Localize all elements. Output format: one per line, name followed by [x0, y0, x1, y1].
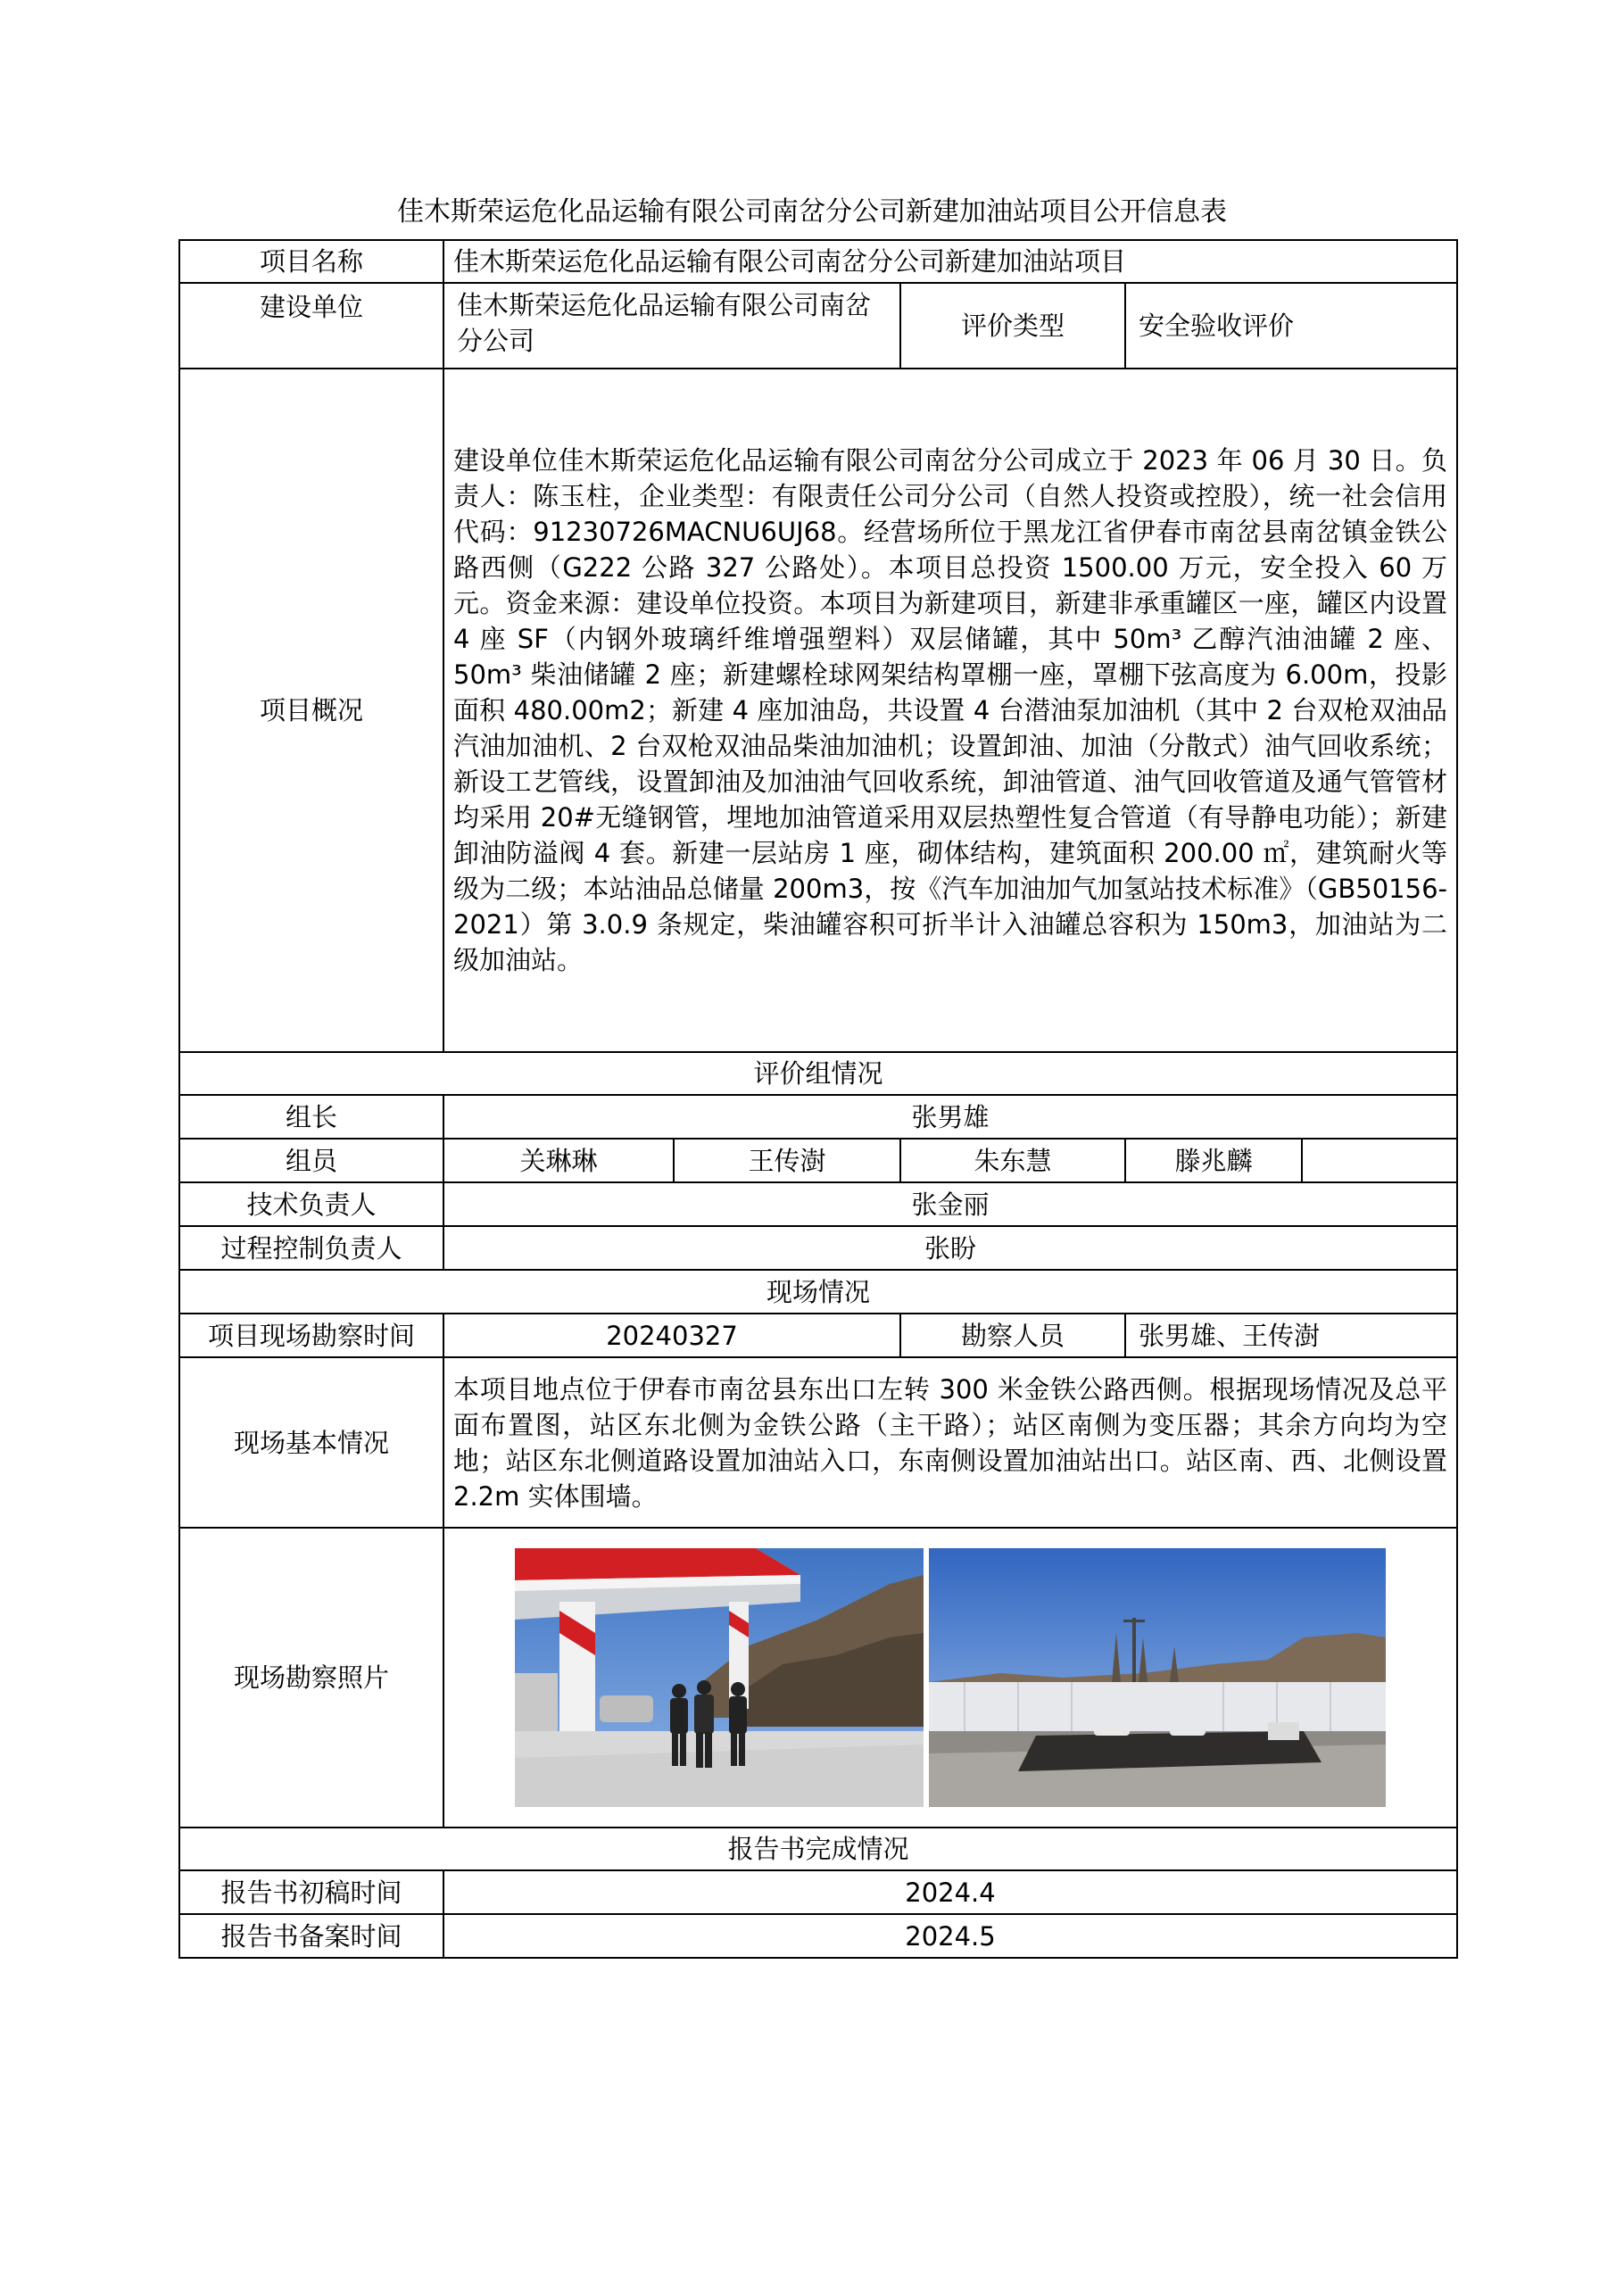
row-report-draft — [179, 1870, 1457, 1914]
row-report-section — [179, 1828, 1457, 1870]
team-member-4: 滕兆麟 — [1125, 1139, 1302, 1182]
site-section-title: 现场情况 — [179, 1270, 1457, 1314]
row-team-leader — [179, 1095, 1457, 1139]
report-draft-value: 2024.4 — [443, 1870, 1457, 1914]
project-overview-text: 建设单位佳木斯荣运危化品运输有限公司南岔分公司成立于 2023 年 06 月 30 日。负责人：陈玉柱，企业类型：有限责任公司分公司（自然人投资或控股），统一社会信用代码：91230726MACNU6UJ68。经营场所位于黑龙江省伊春市南岔县南岔镇金铁公路西侧（G222 公路 327 公路处）。本项目总投资 1500.00 万元，安全投入 60 万元。资金来源：建设单位投资。本项目为新建项目，新建非承重罐区一座，罐区内设置 4 座 SF（内钢外玻璃纤维增强塑料）双层储罐，其中 50m³ 乙醇汽油油罐 2 座、50m³ 柴油储罐 2 座；新建螺栓球网架结构罩棚一座，罩棚下弦高度为 6.00m，投影面积 480.00m2；新建 4 座加油岛，共设置 4 台潜油泵加油机（其中 2 台双枪双油品汽油加油机、2 台双枪双油品柴油加油机；设置卸油、加油（分散式）油气回收系统；新设工艺管线，设置卸油及加油油气回收系统，卸油管道、油气回收管道及通气管管材均采用 20#无缝钢管，埋地加油管道采用双层热塑性复合管道（有导静电功能）；新建卸油防溢阀 4 套。新建一层站房 1 座，砌体结构，建筑面积 200.00 ㎡，建筑耐火等级为二级；本站油品总储量 200m3，按《汽车加油加气加氢站技术标准》（GB50156-2021）第 3.0.9 条规定，柴油罐容积可折半计入油罐总容积为 150m3，加油站为二级加油站。 — [443, 369, 1457, 1052]
construction-unit-label: 建设单位 — [179, 283, 443, 369]
construction-unit-value: 佳木斯荣运危化品运输有限公司南岔分公司 — [443, 283, 900, 369]
team-leader-value: 张男雄 — [443, 1095, 1457, 1139]
row-report-filing — [179, 1914, 1457, 1958]
report-filing-label: 报告书备案时间 — [179, 1914, 443, 1958]
site-photos-label: 现场勘察照片 — [179, 1528, 443, 1828]
team-member-1: 关琳琳 — [443, 1139, 674, 1182]
team-section-title: 评价组情况 — [179, 1052, 1457, 1095]
project-name-label: 项目名称 — [179, 240, 443, 283]
yard-photo-image — [929, 1548, 1386, 1807]
report-filing-value: 2024.5 — [443, 1914, 1457, 1958]
row-site-section — [179, 1270, 1457, 1314]
process-control-value: 张盼 — [443, 1226, 1457, 1270]
row-construction-unit — [179, 283, 1457, 369]
photos-container — [444, 1532, 1456, 1823]
row-team-section — [179, 1052, 1457, 1095]
info-table — [178, 239, 1458, 1959]
site-basic-label: 现场基本情况 — [179, 1357, 443, 1528]
report-draft-label: 报告书初稿时间 — [179, 1870, 443, 1914]
surveyors-value: 张男雄、王传澍 — [1125, 1314, 1457, 1357]
site-photos-cell — [443, 1528, 1457, 1828]
site-photo-yard — [929, 1548, 1386, 1807]
eval-type-label: 评价类型 — [900, 283, 1125, 369]
document-title: 佳木斯荣运危化品运输有限公司南岔分公司新建加油站项目公开信息表 — [397, 196, 1227, 228]
survey-time-label: 项目现场勘察时间 — [179, 1314, 443, 1357]
site-photo-station — [515, 1548, 924, 1807]
project-overview-label: 项目概况 — [179, 369, 443, 1052]
team-member-3: 朱东慧 — [900, 1139, 1125, 1182]
row-site-basic — [179, 1357, 1457, 1528]
station-photo-image — [515, 1548, 924, 1807]
survey-time-value: 20240327 — [443, 1314, 900, 1357]
row-team-members — [179, 1139, 1457, 1182]
row-project-overview — [179, 369, 1457, 1052]
row-project-name — [179, 240, 1457, 283]
row-site-photos — [179, 1528, 1457, 1828]
team-members-label: 组员 — [179, 1139, 443, 1182]
row-tech-lead — [179, 1182, 1457, 1226]
team-member-5 — [1302, 1139, 1457, 1182]
report-section-title: 报告书完成情况 — [179, 1828, 1457, 1870]
eval-type-value: 安全验收评价 — [1125, 283, 1457, 369]
team-member-2: 王传澍 — [674, 1139, 900, 1182]
tech-lead-value: 张金丽 — [443, 1182, 1457, 1226]
surveyors-label: 勘察人员 — [900, 1314, 1125, 1357]
team-leader-label: 组长 — [179, 1095, 443, 1139]
row-survey-time — [179, 1314, 1457, 1357]
row-process-control — [179, 1226, 1457, 1270]
site-basic-text: 本项目地点位于伊春市南岔县东出口左转 300 米金铁公路西侧。根据现场情况及总平面布置图，站区东北侧为金铁公路（主干路）；站区南侧为变压器；其余方向均为空地；站区东北侧道路设置加油站入口，东南侧设置加油站出口。站区南、西、北侧设置 2.2m 实体围墙。 — [443, 1357, 1457, 1528]
tech-lead-label: 技术负责人 — [179, 1182, 443, 1226]
project-name-value: 佳木斯荣运危化品运输有限公司南岔分公司新建加油站项目 — [443, 240, 1457, 283]
process-control-label: 过程控制负责人 — [179, 1226, 443, 1270]
